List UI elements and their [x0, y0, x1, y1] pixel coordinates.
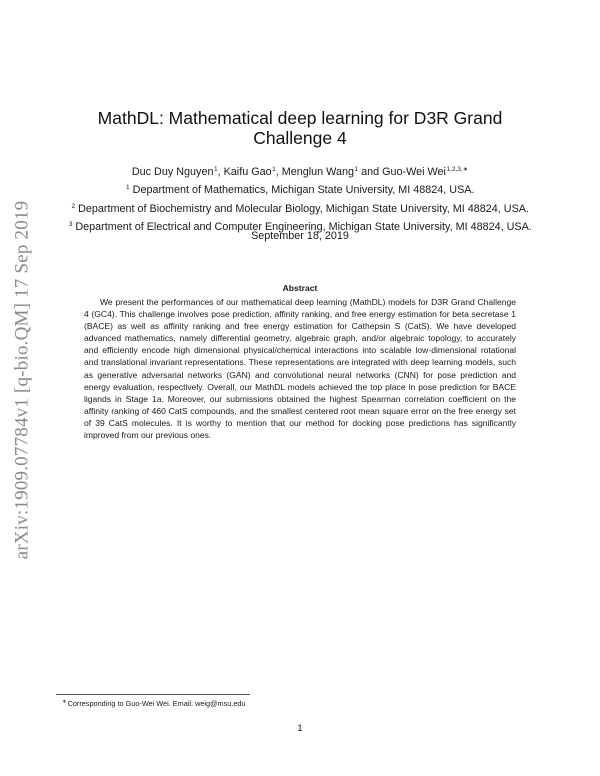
author-affil-mark: 1	[354, 166, 359, 173]
author-affil-mark: 1	[213, 166, 218, 173]
footnote	[62, 699, 246, 708]
page-number: 1	[297, 723, 303, 734]
abstract-heading: Abstract	[282, 283, 318, 293]
paper-title: MathDL: Mathematical deep learning for D3R Grand Challenge 4	[97, 108, 503, 148]
author-affil-mark: 1	[272, 166, 276, 173]
author-list: Duc Duy Nguyen$^1$, Kaifu Gao$^1$, Menglun Wang$^1$ and Guo-Wei Wei$^{1,2,3,∗}$	[131, 166, 469, 178]
footnote-text: Corresponding to Guo-Wei Wei. Email: weig@msu.edu	[67, 699, 246, 708]
author-name: Guo-Wei Wei	[382, 166, 446, 178]
affiliation: $^2$ Department of Biochemistry and Molecular Biology, Michigan State University, MI 48824, USA.	[71, 202, 529, 215]
author-affil-mark: 1,2,3,∗	[446, 166, 469, 173]
author-name: Menglun Wang	[281, 166, 354, 178]
affiliation: $^3$ Department of Electrical and Computer Engineering, Michigan State University, MI 48824, USA.	[68, 220, 532, 233]
author-block	[60, 162, 540, 235]
arxiv-watermark	[5, 170, 39, 590]
author-name: Kaifu Gao	[223, 166, 272, 178]
arxiv-id: arXiv:1909.07784v1 [q-bio.QM] 17 Sep 2019	[11, 200, 32, 560]
paper-date: September 18, 2019	[251, 230, 349, 242]
footnote-mark: ∗	[62, 699, 67, 705]
affiliation: $^1$ Department of Mathematics, Michigan State University, MI 48824, USA.	[126, 184, 475, 197]
abstract-text: We present the performances of our mathematical deep learning (MathDL) models for D3R Grand Challenge 4 (GC4). This challenge involves pose prediction, affinity ranking, and free energy estimation for beta secretase 1 (BACE) as well as affinity ranking and free energy estimation for Cathepsin S (CatS). We have developed advanced mathematics, namely differential geometry, algebraic graph, and/or algebraic topology, to accurately and efficiently encode high dimensional physical/chemical interactions into scalable low-dimensional rotational and translational invariant representations. These representations are integrated with deep learning models, such as generative adversarial networks (GAN) and convolutional neural networks (CNN) for pose prediction and energy evaluation, respectively. Overall, our MathDL models achieved the top place in pose prediction for BACE ligands in Stage 1a. Moreover, our submissions obtained the highest Spearman correlation coefficient on the affinity ranking of 460 CatS compounds, and the smallest centered root mean square error on the free energy set of 39 CatS molecules. It is worthy to mention that our method for docking pose predictions has significantly improved from our previous ones.	[84, 297, 516, 441]
footnote-divider	[56, 694, 250, 695]
author-name: Duc Duy Nguyen	[131, 166, 214, 178]
